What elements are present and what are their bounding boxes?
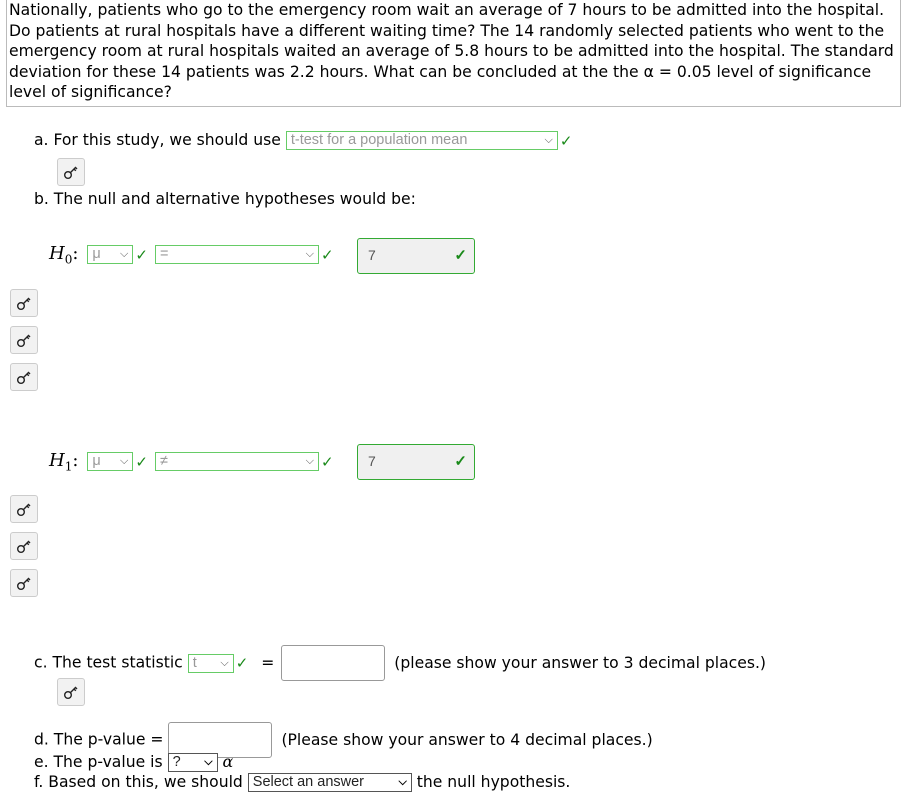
chevron-down-icon: ⌵: [305, 455, 314, 467]
h0-relation-select[interactable]: = ⌵: [155, 245, 319, 264]
check-icon: ✓: [454, 453, 467, 470]
key-button[interactable]: [10, 326, 38, 354]
h0-value-input[interactable]: 7 ✓: [357, 238, 475, 274]
part-c: [34, 645, 766, 681]
problem-statement: [6, 0, 901, 107]
check-icon: ✓: [135, 452, 148, 471]
key-icon: [16, 501, 32, 517]
test-statistic-type-select[interactable]: t ⌵: [188, 654, 234, 673]
key-button[interactable]: [57, 158, 85, 186]
test-statistic-input[interactable]: [281, 645, 385, 681]
check-icon: ✓: [320, 452, 334, 471]
key-icon: [16, 538, 32, 554]
key-button[interactable]: [10, 495, 38, 523]
part-d-label: d. The p-value =: [34, 730, 164, 749]
check-icon: ✓: [454, 247, 467, 264]
part-f-label: f. Based on this, we should: [34, 773, 243, 791]
chevron-down-icon: ⌵: [544, 134, 553, 146]
key-icon: [63, 684, 79, 700]
chevron-down-icon: ⌵: [398, 776, 407, 788]
h1-param-select[interactable]: μ ⌵: [87, 452, 133, 471]
chevron-down-icon: ⌵: [220, 656, 229, 669]
h0-symbol: $H_0$:: [49, 243, 79, 267]
part-c-hint: (please show your answer to 3 decimal places.): [394, 653, 767, 672]
h1-row: [49, 450, 334, 474]
key-button[interactable]: [10, 363, 38, 391]
h1-symbol: $H_1$:: [49, 450, 79, 474]
p-value-comparison-select[interactable]: ? ⌵: [168, 753, 218, 772]
chevron-down-icon: ⌵: [204, 756, 213, 768]
part-a-label: a. For this study, we should use: [34, 131, 281, 149]
part-f-suffix: the null hypothesis.: [416, 773, 571, 791]
key-icon: [16, 332, 32, 348]
key-icon: [16, 575, 32, 591]
check-icon: ✓: [135, 245, 148, 264]
chevron-down-icon: ⌵: [120, 455, 129, 467]
key-button[interactable]: [10, 289, 38, 317]
check-icon: ✓: [559, 131, 573, 150]
key-icon: [63, 164, 79, 180]
chevron-down-icon: ⌵: [120, 248, 129, 260]
h1-value-input[interactable]: 7 ✓: [357, 444, 475, 480]
part-c-label: c. The test statistic: [34, 653, 183, 672]
part-e-label: e. The p-value is: [34, 753, 163, 771]
part-a: [34, 131, 572, 150]
test-type-select[interactable]: t-test for a population mean ⌵: [286, 131, 558, 150]
chevron-down-icon: ⌵: [305, 248, 314, 260]
decision-select[interactable]: Select an answer ⌵: [248, 773, 412, 792]
h0-row: [49, 243, 334, 267]
h0-param-select[interactable]: μ ⌵: [87, 245, 133, 264]
problem-text: Nationally, patients who go to the emergency room wait an average of 7 hours to be admitted into the hospital. Do patients at rural hospitals have a different waiting time? The 14 randomly selected patients who went to the emergency room at rural hospitals waited an average of 5.8 hours to be admitted into the hospital. The standard deviation for these 14 patients was 2.2 hours. What can be concluded at the the α = 0.05 level of significance level of significance?: [9, 1, 894, 102]
h1-relation-select[interactable]: ≠ ⌵: [155, 452, 319, 471]
part-e: [34, 752, 233, 772]
check-icon: ✓: [235, 654, 249, 672]
key-icon: [16, 295, 32, 311]
key-button[interactable]: [57, 678, 85, 706]
part-d-hint: (Please show your answer to 4 decimal places.): [281, 730, 653, 749]
key-button[interactable]: [10, 532, 38, 560]
equals-sign: =: [261, 653, 275, 672]
alpha-symbol: α: [222, 752, 234, 771]
part-b-label: b. The null and alternative hypotheses would be:: [34, 190, 416, 208]
key-button[interactable]: [10, 569, 38, 597]
key-icon: [16, 369, 32, 385]
part-f: [34, 773, 570, 792]
check-icon: ✓: [320, 245, 334, 264]
